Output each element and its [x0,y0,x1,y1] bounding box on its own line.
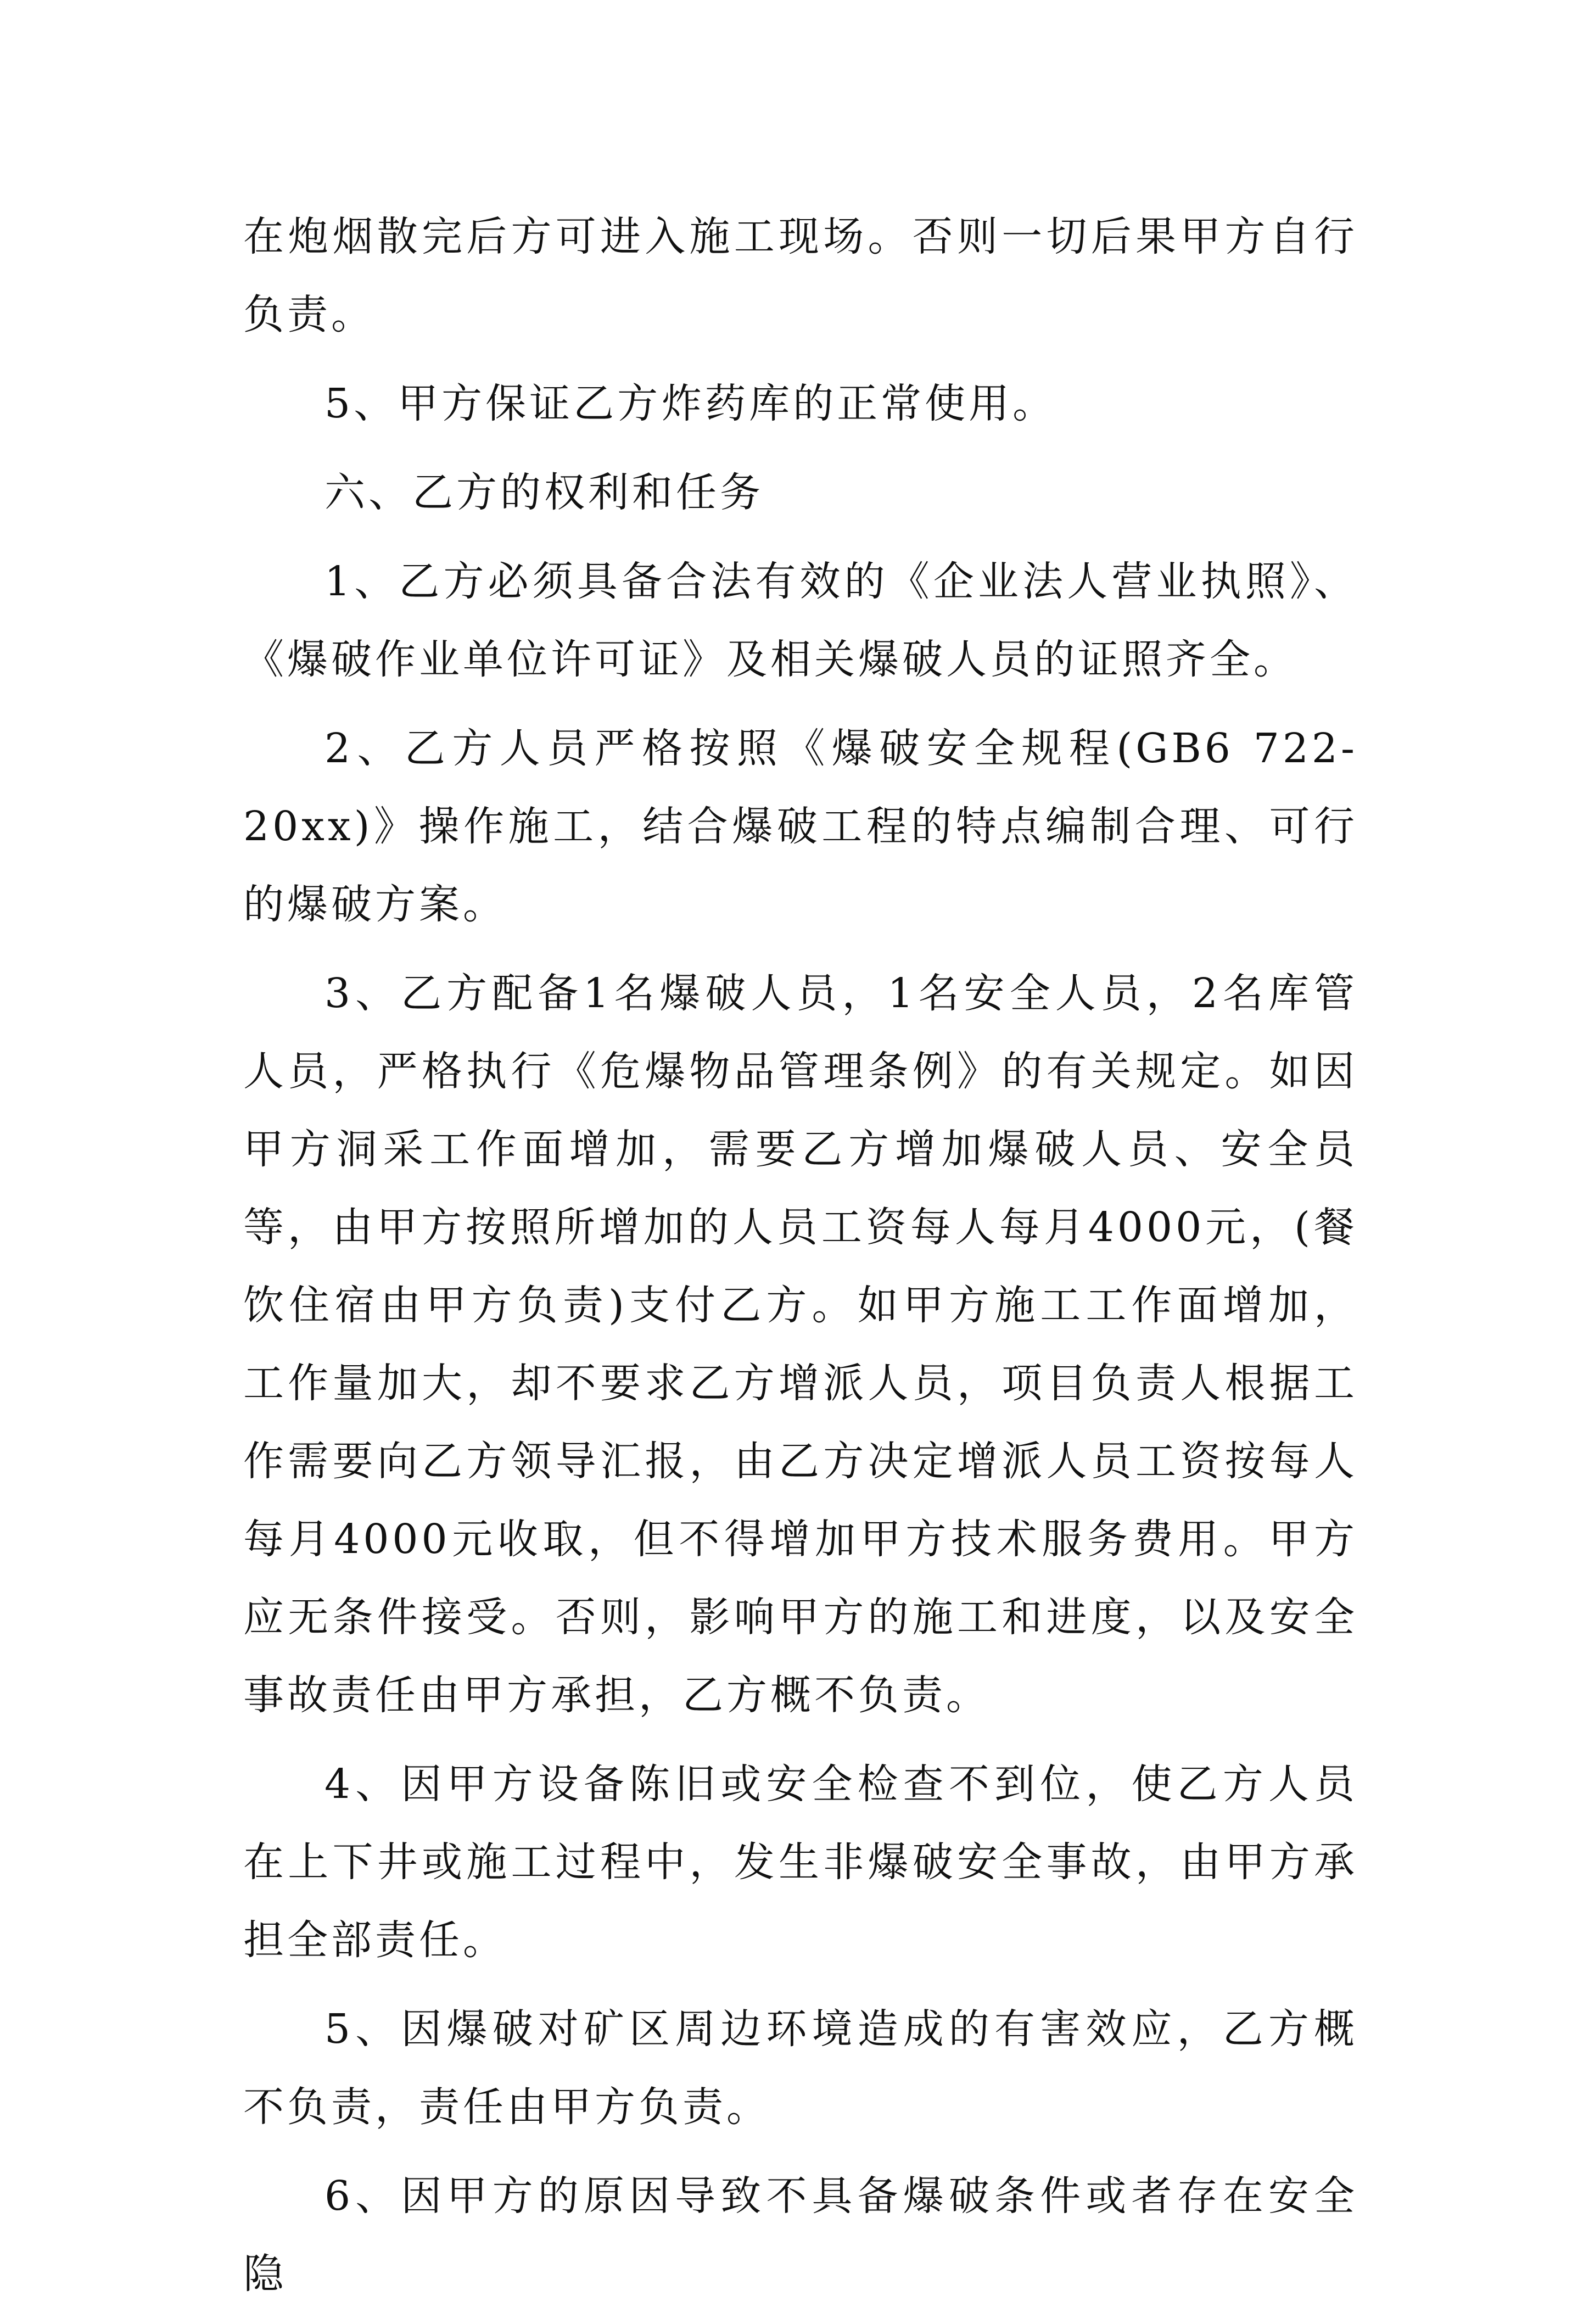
paragraph-8: 5、因爆破对矿区周边环境造成的有害效应，乙方概不负责，责任由甲方负责。 [243,2005,1358,2131]
paragraph-1: 在炮烟散完后方可进入施工现场。否则一切后果甲方自行负责。 [243,213,1358,338]
document-body [243,198,1358,2324]
paragraph-9: 6、因甲方的原因导致不具备爆破条件或者存在安全隐 [243,2172,1358,2298]
paragraph-5: 2、乙方人员严格按照《爆破安全规程(GB6 722-20xx)》操作施工，结合爆破工程的特点编制合理、可行的爆破方案。 [243,725,1358,928]
paragraph-7: 4、因甲方设备陈旧或安全检查不到位，使乙方人员在上下井或施工过程中，发生非爆破安全事故，由甲方承担全部责任。 [243,1761,1358,1964]
paragraph-4: 1、乙方必须具备合法有效的《企业法人营业执照》、《爆破作业单位许可证》及相关爆破人员的证照齐全。 [243,558,1358,683]
section-heading: 六、乙方的权利和任务 [324,469,764,516]
paragraph-6: 3、乙方配备1名爆破人员，1名安全人员，2名库管人员，严格执行《危爆物品管理条例》的有关规定。如因甲方洞采工作面增加，需要乙方增加爆破人员、安全员等，由甲方按照所增加的人员工资每人每月4000元，(餐饮住宿由甲方负责)支付乙方。如甲方施工工作面增加，工作量加大，却不要求乙方增派人员，项目负责人根据工作需要向乙方领导汇报，由乙方决定增派人员工资按每人每月4000元收取，但不得增加甲方技术服务费用。甲方应无条件接受。否则，影响甲方的施工和进度，以及安全事故责任由甲方承担，乙方概不负责。 [243,970,1358,1719]
paragraph-2: 5、甲方保证乙方炸药库的正常使用。 [324,380,1057,427]
